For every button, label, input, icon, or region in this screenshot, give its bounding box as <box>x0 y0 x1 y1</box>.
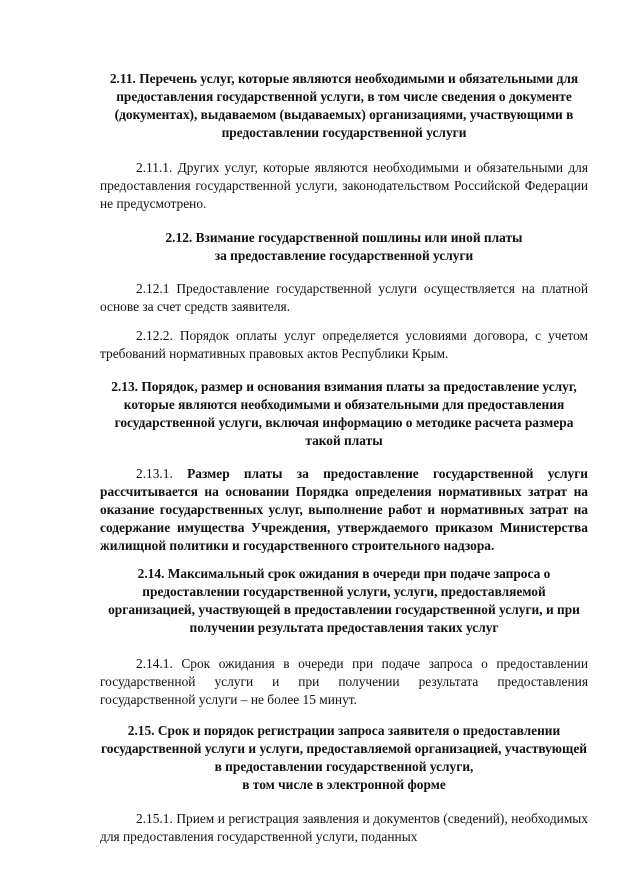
section-heading-2-14: 2.14. Максимальный срок ожидания в очереди при подаче запроса о предоставлении государственной услуги, услуги, предоставляемой организацией, участвующей в предоставлении государственной услуги, и при получении результата предоставления таких услуг <box>108 566 580 635</box>
paragraph-2-12-2: 2.12.2. Порядок оплаты услуг определяется условиями договора, с учетом требований нормативных правовых актов Республики Крым. <box>100 328 588 361</box>
paragraph-2-12-1: 2.12.1 Предоставление государственной услуги осуществляется на платной основе за счет средств заявителя. <box>100 281 588 314</box>
paragraph-2-13-1 <box>100 465 588 555</box>
paragraph-2-13-1-number: 2.13.1. <box>136 466 173 481</box>
section-heading-2-15: 2.15. Срок и порядок регистрации запроса заявителя о предоставлении государственной услуги и услуги, предоставляемой организацией, участвующей в предоставлении государственной услуги, в том числе в электронной форме <box>100 723 587 792</box>
paragraph-2-15-1: 2.15.1. Прием и регистрация заявления и документов (сведений), необходимых для предоставления государственной услуги, поданных <box>100 811 588 844</box>
section-heading-2-13: 2.13. Порядок, размер и основания взимания платы за предоставление услуг, которые являются необходимыми и обязательными для предоставления государственной услуги, включая информацию о методике расчета размера такой платы <box>111 379 577 448</box>
section-heading-2-11: 2.11. Перечень услуг, которые являются необходимыми и обязательными для предоставления государственной услуги, в том числе сведения о документе (документах), выдаваемом (выдаваемых) организациями, участвующими в предоставлении государственной услуги <box>109 71 579 140</box>
paragraph-2-14-1: 2.14.1. Срок ожидания в очереди при подаче запроса о предоставлении государственной услуги и при получении результата предоставления государственной услуги – не более 15 минут. <box>100 656 588 707</box>
paragraph-2-11-1: 2.11.1. Других услуг, которые являются необходимыми и обязательными для предоставления государственной услуги, законодательством Российской Федерации не предусмотрено. <box>100 160 588 211</box>
section-heading-2-12: 2.12. Взимание государственной пошлины или иной платы за предоставление государственной услуги <box>165 230 523 263</box>
paragraph-2-13-1-text: Размер платы за предоставление государственной услуги рассчитывается на основании Порядка определения нормативных затрат на оказание государственных услуг, выполнение работ и нормативных затрат на содержание имущества Учреждения, утверждаемого приказом Министерства жилищной политики и государственного строительного надзора. <box>100 466 588 553</box>
